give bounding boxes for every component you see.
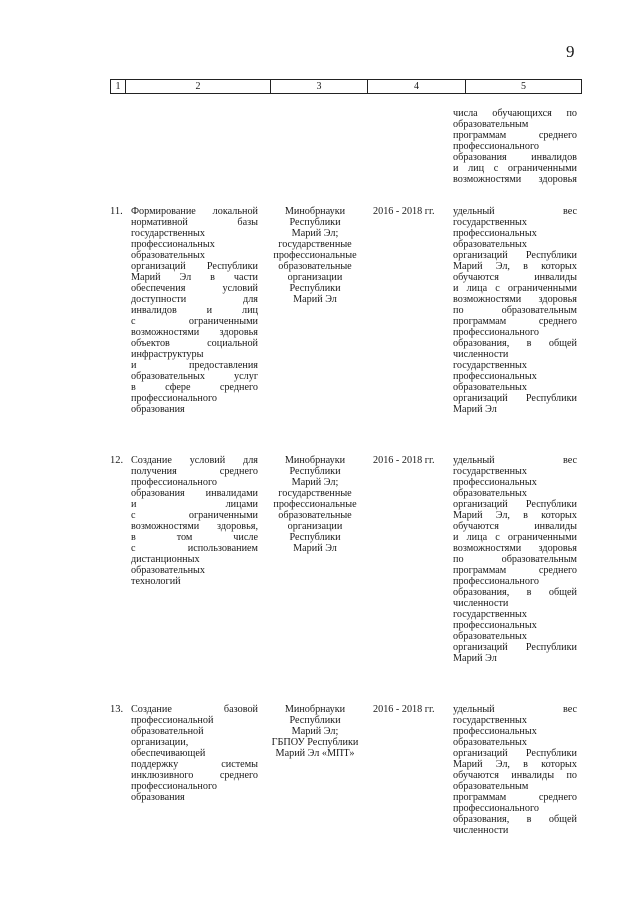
text-line: обучаются инвалиды по — [453, 770, 577, 781]
text-line: образовательных — [453, 239, 527, 250]
text-line: доступности для — [131, 294, 258, 305]
text-line: в сфере среднего — [131, 382, 258, 393]
text-line: Республики — [289, 715, 341, 726]
text-line: удельный вес — [453, 704, 577, 715]
text-line: профессиональных — [453, 477, 537, 488]
text-line: инфраструктуры — [131, 349, 204, 360]
text-line: численности — [453, 598, 509, 609]
text-line: государственных — [453, 609, 527, 620]
text-line: в том числе — [131, 532, 258, 543]
text-line: инклюзивного среднего — [131, 770, 258, 781]
text-line: профессиональных — [453, 228, 537, 239]
row-13-years: 2016 - 2018 гг. — [373, 704, 435, 715]
text-line: возможностями здоровья — [453, 174, 577, 185]
text-line: возможностями здоровья, — [131, 521, 258, 532]
text-line: государственных — [131, 228, 205, 239]
row-12-years: 2016 - 2018 гг. — [373, 455, 435, 466]
text-line: профессиональных — [453, 726, 537, 737]
text-line: Республики — [289, 283, 341, 294]
header-col-1: 1 — [111, 80, 126, 93]
row-12-indicator — [453, 455, 577, 664]
text-line: профессиональных — [453, 620, 537, 631]
row-13-executors — [265, 704, 365, 759]
text-line: государственных — [453, 715, 527, 726]
text-line: государственных — [453, 217, 527, 228]
row-12-measure — [131, 455, 258, 587]
header-col-2: 2 — [126, 80, 271, 93]
text-line: профессионального — [453, 803, 539, 814]
text-line: численности — [453, 825, 509, 836]
text-line: образовательных — [453, 631, 527, 642]
text-line: Марий Эл, в которых — [453, 759, 577, 770]
text-line: профессиональные — [273, 250, 357, 261]
text-line: организаций Республики — [453, 499, 577, 510]
text-line: удельный вес — [453, 455, 577, 466]
text-line: Минобрнауки — [284, 455, 346, 466]
text-line: организаций Республики — [453, 250, 577, 261]
text-line: Марий Эл; — [291, 477, 339, 488]
text-line: обеспечения условий — [131, 283, 258, 294]
text-line: организаций Республики — [453, 748, 577, 759]
text-line: программам среднего — [453, 130, 577, 141]
text-line: образовательных — [453, 737, 527, 748]
text-line: обеспечивающей — [131, 748, 206, 759]
text-line: организаций Республики — [453, 642, 577, 653]
text-line: образовательных — [453, 382, 527, 393]
text-line: удельный вес — [453, 206, 577, 217]
text-line: образовательным — [453, 781, 529, 792]
row-12-executors — [265, 455, 365, 554]
text-line: профессионального — [453, 327, 539, 338]
text-line: образовательной — [131, 726, 204, 737]
text-line: программам среднего — [453, 792, 577, 803]
header-col-5: 5 — [521, 81, 526, 92]
text-line: Республики — [289, 217, 341, 228]
text-line: профессиональной — [131, 715, 214, 726]
text-line: образования — [131, 404, 185, 415]
row-13-measure — [131, 704, 258, 803]
text-line: обучаются инвалиды — [453, 272, 577, 283]
text-line: образовательных — [131, 250, 205, 261]
text-line: с ограниченными — [131, 510, 258, 521]
text-line: образовательные — [278, 510, 352, 521]
header-col-3: 3 — [271, 80, 368, 93]
text-line: профессиональных — [453, 371, 537, 382]
text-line: образовательные — [278, 261, 352, 272]
text-line: образования, в общей — [453, 338, 577, 349]
text-line: Республики — [289, 532, 341, 543]
header-col-4: 4 — [368, 80, 466, 93]
text-line: профессиональных — [131, 239, 215, 250]
text-line: программам среднего — [453, 316, 577, 327]
text-line: объектов социальной — [131, 338, 258, 349]
row-13-indicator — [453, 704, 577, 836]
text-line: профессионального — [131, 477, 217, 488]
text-line: технологий — [131, 576, 181, 587]
text-line: Марий Эл — [293, 294, 337, 305]
text-line: возможностями здоровья — [131, 327, 258, 338]
text-line: организаций Республики — [131, 261, 258, 272]
text-line: по образовательным — [453, 305, 577, 316]
text-line: профессионального — [453, 576, 539, 587]
row-number: 13. — [110, 704, 124, 715]
text-line: числа обучающихся по — [453, 108, 577, 119]
text-line: Формирование локальной — [131, 206, 258, 217]
text-line: организации, — [131, 737, 189, 748]
row-11-measure — [131, 206, 258, 415]
text-line: образования инвалидов — [453, 152, 577, 163]
text-line: Марий Эл, в которых — [453, 510, 577, 521]
text-line: образования, в общей — [453, 587, 577, 598]
text-line: профессионального — [131, 781, 217, 792]
text-line: дистанционных — [131, 554, 200, 565]
text-line: получения среднего — [131, 466, 258, 477]
text-line: и лицами — [131, 499, 258, 510]
text-line: Создание базовой — [131, 704, 258, 715]
text-line: возможностями здоровья — [453, 543, 577, 554]
text-line: государственных — [453, 466, 527, 477]
text-line: и лица с ограниченными — [453, 283, 577, 294]
table-header-row — [110, 79, 582, 94]
text-line: профессиональные — [273, 499, 357, 510]
text-line: организации — [287, 521, 343, 532]
text-line: образования — [131, 792, 185, 803]
text-line: Марий Эл, в которых — [453, 261, 577, 272]
text-line: численности — [453, 349, 509, 360]
text-line: и предоставления — [131, 360, 258, 371]
text-line: организаций Республики — [453, 393, 577, 404]
text-line: Марий Эл в части — [131, 272, 258, 283]
text-line: Марий Эл «МПТ» — [275, 748, 355, 759]
text-line: образования, в общей — [453, 814, 577, 825]
text-line: профессионального — [453, 141, 539, 152]
text-line: образовательных услуг — [131, 371, 258, 382]
text-line: государственные — [278, 488, 352, 499]
page-number: 9 — [566, 42, 575, 61]
text-line: обучаются инвалиды — [453, 521, 577, 532]
text-line: и лиц с ограниченными — [453, 163, 577, 174]
text-line: образовательных — [131, 565, 205, 576]
text-line: образовательных — [453, 488, 527, 499]
text-line: Минобрнауки — [284, 704, 346, 715]
row-11-executors — [265, 206, 365, 305]
text-line: Республики — [289, 466, 341, 477]
text-line: нормативной базы — [131, 217, 258, 228]
continued-indicator — [453, 108, 577, 185]
text-line: организации — [287, 272, 343, 283]
text-line: с ограниченными — [131, 316, 258, 327]
text-line: с использованием — [131, 543, 258, 554]
text-line: образования инвалидами — [131, 488, 258, 499]
text-line: возможностями здоровья — [453, 294, 577, 305]
text-line: инвалидов и лиц — [131, 305, 258, 316]
text-line: поддержку системы — [131, 759, 258, 770]
text-line: Марий Эл; — [291, 726, 339, 737]
row-11-years: 2016 - 2018 гг. — [373, 206, 435, 217]
text-line: государственных — [453, 360, 527, 371]
text-line: программам среднего — [453, 565, 577, 576]
row-11-indicator — [453, 206, 577, 415]
row-number: 11. — [110, 206, 123, 217]
text-line: и лица с ограниченными — [453, 532, 577, 543]
text-line: по образовательным — [453, 554, 577, 565]
text-line: Марий Эл — [453, 653, 497, 664]
text-line: Создание условий для — [131, 455, 258, 466]
text-line: государственные — [278, 239, 352, 250]
text-line: Минобрнауки — [284, 206, 346, 217]
text-line: ГБПОУ Республики — [271, 737, 359, 748]
text-line: Марий Эл — [293, 543, 337, 554]
text-line: профессионального — [131, 393, 217, 404]
text-line: Марий Эл; — [291, 228, 339, 239]
row-number: 12. — [110, 455, 124, 466]
text-line: образовательным — [453, 119, 529, 130]
text-line: Марий Эл — [453, 404, 497, 415]
